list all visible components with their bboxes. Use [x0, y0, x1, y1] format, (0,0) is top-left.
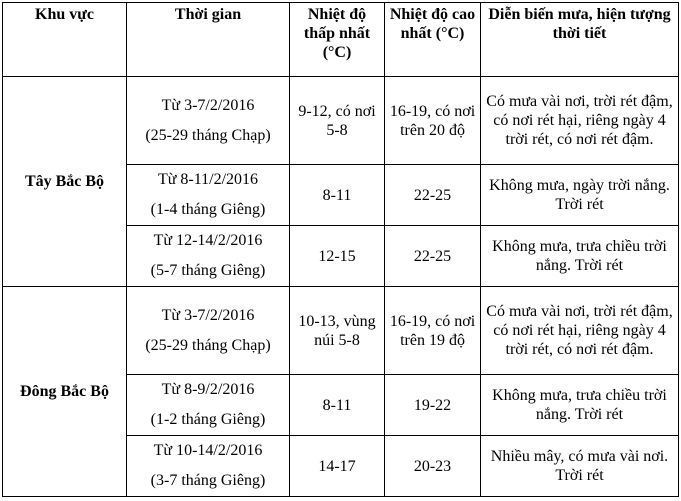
lunar-date: (3-7 tháng Giêng) [150, 472, 266, 489]
header-weather: Diễn biến mưa, hiện tượng thời tiết [481, 3, 679, 77]
region-name: Tây Bắc Bộ [3, 77, 127, 287]
date-range: Từ 8-11/2/2016 [157, 171, 259, 188]
weather-cell: Không mưa, trưa chiều trời nắng. Trời rét [481, 226, 679, 287]
tmax-cell: 16-19, có nơi trên 19 độ [385, 287, 481, 375]
tmax-cell: 16-19, có nơi trên 20 độ [385, 77, 481, 165]
header-region: Khu vực [3, 3, 127, 77]
table-row [3, 287, 679, 375]
tmax-cell: 20-23 [385, 436, 481, 497]
time-cell [127, 77, 290, 165]
tmin-cell: 14-17 [290, 436, 385, 497]
weather-cell: Có mưa vài nơi, trời rét đậm, có nơi rét hại, riêng ngày 4 trời rét, có nơi rét đậm. [481, 77, 679, 165]
tmax-cell: 19-22 [385, 375, 481, 436]
table-row [3, 77, 679, 165]
date-range: Từ 8-9/2/2016 [161, 381, 255, 398]
date-range: Từ 3-7/2/2016 [161, 96, 255, 114]
region-name: Đông Bắc Bộ [3, 287, 127, 497]
date-range: Từ 10-14/2/2016 [153, 442, 263, 459]
time-cell [127, 436, 290, 497]
weather-cell: Nhiều mây, có mưa vài nơi. Trời rét [481, 436, 679, 497]
tmin-cell: 8-11 [290, 375, 385, 436]
time-cell [127, 375, 290, 436]
weather-cell: Có mưa vài nơi, trời rét đậm, có nơi rét hại, riêng ngày 4 trời rét, có nơi rét đậm. [481, 287, 679, 375]
lunar-date: (25-29 tháng Chạp) [145, 336, 271, 354]
tmax-cell: 22-25 [385, 165, 481, 226]
header-tmin: Nhiệt độ thấp nhất (°C) [290, 3, 385, 77]
header-row [3, 3, 679, 77]
tmax-cell: 22-25 [385, 226, 481, 287]
time-cell [127, 287, 290, 375]
date-range: Từ 3-7/2/2016 [161, 306, 255, 324]
lunar-date: (1-2 tháng Giêng) [150, 411, 266, 428]
weather-cell: Không mưa, ngày trời nắng. Trời rét [481, 165, 679, 226]
time-cell [127, 165, 290, 226]
lunar-date: (25-29 tháng Chạp) [145, 126, 271, 144]
lunar-date: (1-4 tháng Giêng) [150, 201, 266, 218]
weather-cell: Không mưa, trưa chiều trời nắng. Trời rét [481, 375, 679, 436]
tmin-cell: 9-12, có nơi 5-8 [290, 77, 385, 165]
tmin-cell: 12-15 [290, 226, 385, 287]
header-tmax: Nhiệt độ cao nhất (°C) [385, 3, 481, 77]
weather-forecast-table [2, 2, 679, 497]
header-time: Thời gian [127, 3, 290, 77]
tmin-cell: 8-11 [290, 165, 385, 226]
tmin-cell: 10-13, vùng núi 5-8 [290, 287, 385, 375]
time-cell [127, 226, 290, 287]
lunar-date: (5-7 tháng Giêng) [150, 262, 266, 279]
date-range: Từ 12-14/2/2016 [153, 232, 263, 249]
